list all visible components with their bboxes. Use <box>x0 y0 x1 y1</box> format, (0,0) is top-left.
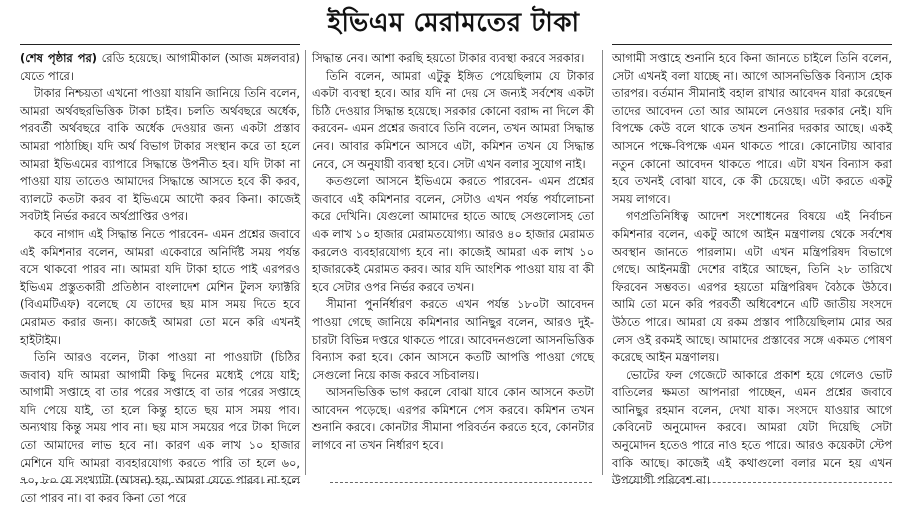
paragraph: তিনি আরও বলেন, টাকা পাওয়া না পাওয়াটা (চিঠির জবাব) যদি আমরা আগামী কিছু দিনের মধ্যেই পেয়ে যাই; আগামী সপ্তাহে বা তার পরের সপ্তাহে বা তার পরের সপ্তাহে যদি পেয়ে যাই, তা হলে কিন্তু হাতে ছয় মাস সময় পাব। অন্যথায় কিন্তু সময় পাব না। ছয় মাস সময়ের পরে টাকা দিলে তো আমাদের লাভ হবে না। কারণ এক লাখ ১০ হাজার মেশিনে যদি আমরা ব্যবহারযোগ্য করতে পারি তা হলে ৬০, ৭০, ৮০ যে সংখ্যাটা (আসন) হয়, আমরা যেতে পারব। না হলে তো পারব না। বা করব কিনা তো পরে <box>20 350 300 505</box>
paragraph: গণপ্রতিনিধিত্ব আদেশ সংশোধনের বিষয়ে এই নির্বাচন কমিশনার বলেন, একটু আগে আইন মন্ত্রণালয় থেকে সর্বশেষ অবস্থান জানতে পারলাম। এটা এখন মন্ত্রিপরিষদ বিভাগে গেছে। আইনমন্ত্রী দেশের বাইরে আছেন, তিনি ২৮ তারিখে ফিরবেন সম্ভবত। এরপর হয়তো মন্ত্রিপরিষদ বৈঠকে উঠবে। আমি তো মনে করি পরবর্তী অধিবেশনে এটি জাতীয় সংসদে উঠতে পারে। আমরা যে রকম প্রস্তাব পাঠিয়েছিলাম মোর অর লেস ওই রকমই আছে। আমাদের প্রস্তাবের সঙ্গে একমত পোষণ করেছে আইন মন্ত্রণালয়। <box>612 209 892 365</box>
column-divider <box>602 50 603 475</box>
paragraph: কবে নাগাদ এই সিদ্ধান্ত নিতে পারবেন- এমন প্রশ্নের জবাবে এই কমিশনার বলেন, আমরা একেবারে অনির্দিষ্ট সময় পর্যন্ত বসে থাকবো পারব না। আমরা যদি টাকা হাতে পাই এরপরও ইভিএম প্রস্তুতকারী প্রতিষ্ঠান বাংলাদেশ মেশিন টুলস ফ্যাক্টরি (বিএমটিএফ) বলেছে যে তাদের ছয় মাস সময় দিতে হবে মেরামত করার জন্য। কাজেই আমরা তো মনে করি এখনই হাইটাইম। <box>20 226 300 347</box>
headline-rule-right <box>612 44 892 45</box>
article-column-1 <box>20 50 300 505</box>
paragraph <box>20 50 300 85</box>
paragraph-text: রেডি হয়েছে। আগামীকাল (আজ মঙ্গলবার) যেতে পারে। <box>20 51 300 83</box>
paragraph: আগামী সপ্তাহে শুনানি হবে কিনা জানতে চাইলে তিনি বলেন, সেটা এখনই বলা যাচ্ছে না। আগে আসনভিত্তিক বিন্যাস হোক তারপর। বর্তমান সীমানাই বহাল রাখার আবেদন যারা করেছেন তাদের আবেদন তো আর আমলে নেওয়ার দরকার নেই। যদি বিপক্ষে কেউ বলে থাকে তখন শুনানির দরকার আছে। একই আসনে পক্ষে-বিপক্ষে এমন থাকতে পারে। কোনোটায় আবার নতুন কোনো আবেদন থাকতে পারে। এটা যখন বিন্যাস করা হবে তখনই বোঝা যাবে, কে কী চেয়েছে। এটা করতে একটু সময় লাগবে। <box>612 51 892 206</box>
headline: ইভিএম মেরামতের টাকা <box>327 8 580 38</box>
paragraph: আসনভিত্তিক ভাগ করলে বোঝা যাবে কোন আসনে কতটা আবেদন পড়েছে। এরপর কমিশনে পেস করবে। কমিশন তখন শুনানি করবে। কোনটার সীমানা পরিবর্তন করতে হবে, কোনটার লাগবে না তখন নির্ধারণ হবে। <box>312 385 594 453</box>
article-column-3 <box>612 50 892 488</box>
bottom-rule <box>20 482 300 483</box>
paragraph: কতগুলো আসনে ইভিএমে করতে পারবেন- এমন প্রশ্নের জবাবে এই কমিশনার বলেন, সেটাও এখন পর্যন্ত পর্যালোচনা করে দেখিনি। যেগুলো আমাদের হাতে আছে সেগুলোসহ তো এক লাখ ১০ হাজার মেরামতযোগ্য। আরও ৪০ হাজার মেরামত করলেও ব্যবহারযোগ্য হবে না। কাজেই আমরা এক লাখ ১০ হাজারকেই মেরামত করব। আর যদি আংশিক পাওয়া যায় বা কী হবে সেটার ওপর নির্ভর করবে তখন। <box>312 174 594 294</box>
continued-from-label: (শেষ পৃষ্ঠার পর) <box>20 51 97 65</box>
paragraph: সিদ্ধান্ত নেব। আশা করছি হয়তো টাকার ব্যবস্থা করবে সরকার। <box>312 51 585 65</box>
bottom-rule <box>612 482 892 483</box>
column-divider <box>305 50 306 475</box>
article-column-2 <box>312 50 594 480</box>
headline-rule-left <box>20 44 300 45</box>
paragraph: ভোটের ফল গেজেটে আকারে প্রকাশ হয়ে গেলেও ভোট বাতিলের ক্ষমতা আপনারা পাচ্ছেন, এমন প্রশ্নের জবাবে আনিছুর রহমান বলেন, দেখা যাক। সংসদে যাওয়ার আগে কেবিনেট অনুমোদন করবে। আমরা যেটা দিয়েছি সেটা অনুমোদন হতেও পারে নাও হতে পারে। আরও কয়েকটা স্টেপ বাকি আছে। কাজেই এই কথাগুলো বলার মনে হয় এখন উপযোগী পরিবেশ না। <box>612 367 892 488</box>
paragraph: টাকার নিশ্চয়তা এখনো পাওয়া যায়নি জানিয়ে তিনি বলেন, আমরা অর্থবছরভিত্তিক টাকা চাইব। চলতি অর্থবছরে অর্ধেক, পরবর্তী অর্থবছরে বাকি অর্ধেক দেওয়ার জন্য একটা প্রস্তাব আমরা পাঠাচ্ছি। যদি অর্থ বিভাগ টাকার সংস্থান করে তা হলে আমরা ইভিএমের ব্যাপারে সিদ্ধান্তে উপনীত হব। যদি টাকা না পাওয়া যায় তাতেও আমাদের সিদ্ধান্তে আসতে হবে কী করব, ব্যালটে কতটা করব বা ইভিএমে আদৌ করব কিনা। কাজেই সবটাই নির্ভর করবে অর্থপ্রাপ্তির ওপর। <box>20 86 300 224</box>
bottom-rule <box>330 482 592 483</box>
paragraph: সীমানা পুনর্নির্ধারণ করতে এখন পর্যন্ত ১৮০টা আবেদন পাওয়া গেছে জানিয়ে কমিশনার আনিছুর বলেন, আরও দুই-চারটা বিভিন্ন দপ্তরে থাকতে পারে। আবেদনগুলো আসনভিত্তিক বিন্যাস করা হবে। কোন আসনে কতটি আপত্তি পাওয়া গেছে সেগুলো নিয়ে কাজ করবে সচিবালয়। <box>312 297 594 382</box>
paragraph: তিনি বলেন, আমরা এটুকু ইঙ্গিত পেয়েছিলাম যে টাকার একটা ব্যবস্থা হবে। আর যদি না দেয় সে জন্যই সর্বশেষ একটা চিঠি দেওয়ার সিদ্ধান্ত হয়েছে। সরকার কোনো বরাদ্দ না দিলে কী করবেন- এমন প্রশ্নের জবাবে তিনি বলেন, তখন আমরা সিদ্ধান্ত নেব। আবার কমিশনে আসবে এটা, কমিশন তখন যে সিদ্ধান্ত নেবে, সে অনুযায়ী ব্যবস্থা হবে। সেটা এখন বলার সুযোগ নাই। <box>312 68 594 171</box>
